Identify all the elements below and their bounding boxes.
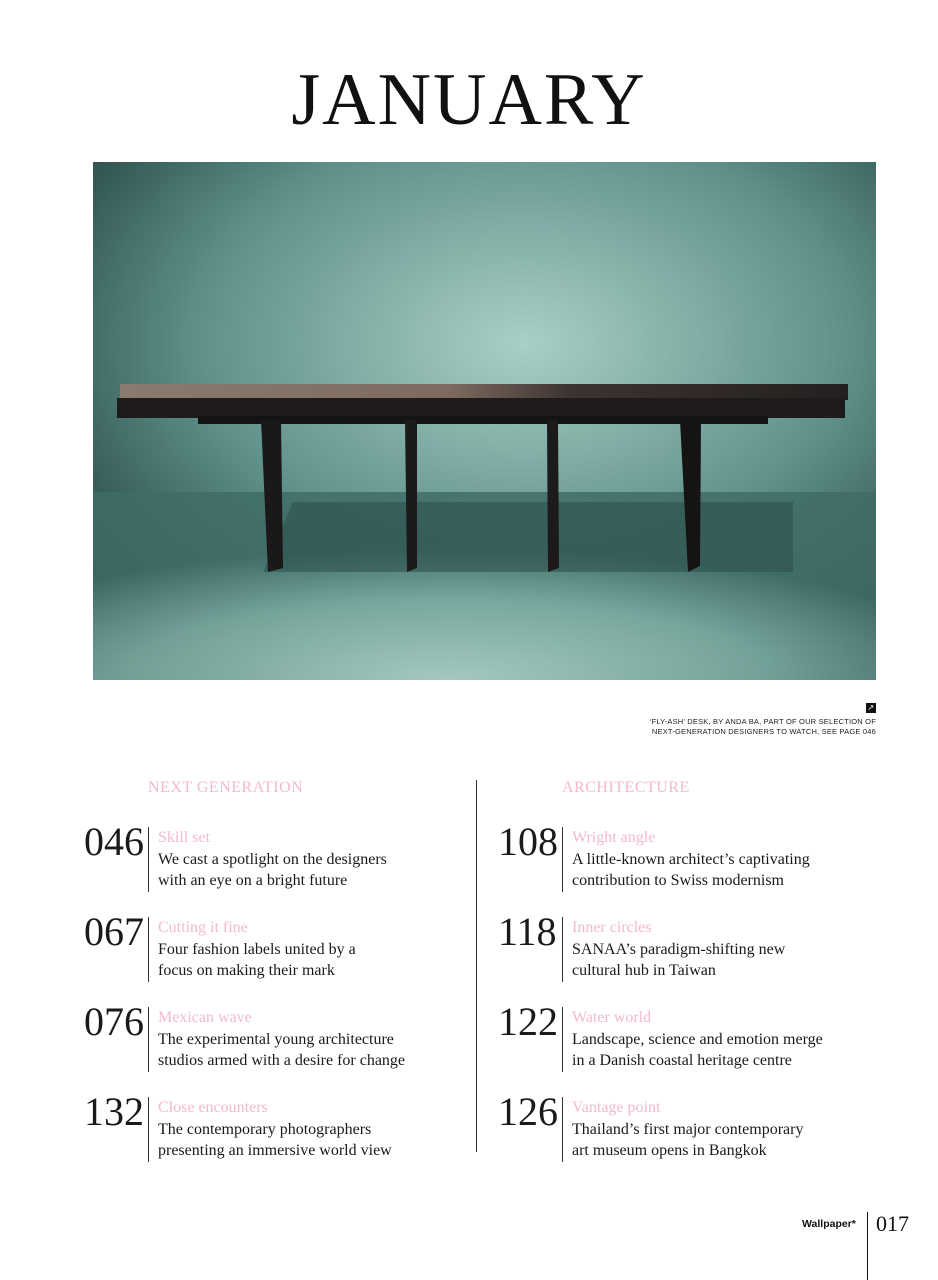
entry-page-number: 132 (84, 1089, 144, 1134)
entry-kicker: Skill set (158, 829, 211, 846)
entry-desc-line: We cast a spotlight on the designers (158, 850, 387, 868)
column-divider (476, 780, 477, 1152)
caption-line-2: NEXT-GENERATION DESIGNERS TO WATCH, SEE PAGE 046 (651, 727, 876, 736)
entry-kicker: Vantage point (572, 1099, 661, 1116)
entry-desc-line: Thailand’s first major contemporary (572, 1120, 804, 1138)
entry-desc-line: Four fashion labels united by a (158, 940, 356, 958)
contents-column-next-generation (84, 776, 464, 1182)
entry-page-number: 067 (84, 909, 144, 954)
caption-line-1: ‘FLY-ASH’ DESK, BY ANDA BA, PART OF OUR SELECTION OF (649, 717, 876, 726)
entry-desc-line: focus on making their mark (158, 962, 335, 979)
entry-desc-line: The experimental young architecture (158, 1030, 394, 1048)
entry-kicker: Water world (572, 1009, 652, 1026)
section-heading: NEXT GENERATION (148, 779, 304, 796)
contents-entry[interactable] (84, 819, 464, 912)
entry-desc-line: in a Danish coastal heritage centre (572, 1052, 792, 1069)
entry-desc-line: with an eye on a bright future (158, 872, 348, 889)
entry-page-number: 076 (84, 999, 144, 1044)
entry-desc-line: A little-known architect’s captivating (572, 850, 810, 868)
arrow-up-icon: ↗ (867, 703, 875, 712)
entry-kicker: Cutting it fine (158, 919, 248, 936)
contents-entry[interactable] (84, 909, 464, 1002)
brand-wordmark: Wallpaper* (802, 1218, 856, 1230)
entry-page-number: 118 (498, 909, 557, 954)
contents-column-architecture (498, 776, 878, 1182)
contents-entry[interactable] (498, 909, 878, 1002)
page-title: JANUARY (291, 59, 647, 141)
contents-entry[interactable] (498, 1089, 878, 1182)
entry-desc-line: art museum opens in Bangkok (572, 1142, 767, 1159)
folio-page-number: 017 (876, 1211, 909, 1236)
photo-caption (476, 703, 876, 737)
entry-desc-line: Landscape, science and emotion merge (572, 1030, 823, 1048)
entry-page-number: 108 (498, 819, 558, 864)
entry-kicker: Close encounters (158, 1099, 268, 1116)
entry-desc-line: cultural hub in Taiwan (572, 962, 716, 979)
entry-desc-line: The contemporary photographers (158, 1120, 372, 1138)
entry-desc-line: studios armed with a desire for change (158, 1052, 406, 1069)
feature-photo-fly-ash-desk (93, 162, 876, 680)
entry-desc-line: SANAA’s paradigm-shifting new (572, 940, 786, 958)
entry-page-number: 046 (84, 819, 144, 864)
contents-entry[interactable] (84, 1089, 464, 1182)
entry-kicker: Inner circles (572, 919, 652, 936)
entry-desc-line: contribution to Swiss modernism (572, 872, 784, 889)
entry-kicker: Mexican wave (158, 1009, 252, 1026)
contents-entry[interactable] (498, 999, 878, 1092)
footer-divider (867, 1212, 868, 1280)
section-heading: ARCHITECTURE (562, 779, 690, 796)
contents-entry[interactable] (84, 999, 464, 1092)
contents-entry[interactable] (498, 819, 878, 912)
entry-page-number: 122 (498, 999, 558, 1044)
entry-desc-line: presenting an immersive world view (158, 1142, 392, 1159)
entry-page-number: 126 (498, 1089, 558, 1134)
entry-kicker: Wright angle (572, 829, 656, 846)
